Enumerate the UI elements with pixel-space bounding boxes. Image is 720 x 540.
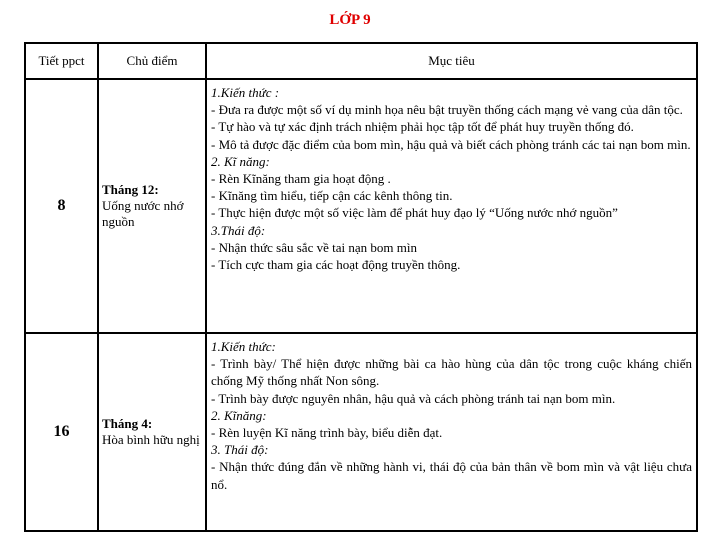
theme-cell (98, 333, 206, 531)
objective-line: - Mô tả được đặc điểm của bom mìn, hậu quả và biết cách phòng tránh các tai nạn bom mìn. (211, 136, 691, 152)
objective-line: - Đưa ra được một số ví dụ minh họa nêu bật truyền thống cách mạng vẻ vang của dân tộc. (211, 102, 683, 118)
page-title: LỚP 9 (329, 12, 371, 28)
objective-line: - Rèn Kĩnăng tham gia hoạt động . (211, 171, 391, 187)
section-heading: 1.Kiến thức : (211, 85, 280, 100)
section-heading: 2. Kĩnăng: (211, 407, 267, 423)
lesson-table (24, 42, 698, 532)
section-heading: 2. Kĩ năng: (211, 153, 270, 169)
period-cell: 8 (25, 79, 98, 333)
objective-line: - Tự hào và tự xác định trách nhiệm phải học tập tốt để phát huy truyền thống đó. (211, 119, 634, 135)
table-row (25, 333, 697, 531)
header-theme: Chủ điểm (98, 43, 206, 79)
objective-line: - Trình bày được nguyên nhân, hậu quả và cách phòng tránh tai nạn bom mìn. (211, 390, 616, 406)
section-heading: 3.Thái độ: (211, 222, 266, 238)
theme-month: Tháng 4: (102, 416, 153, 431)
objective-line: - Nhận thức sâu sắc về tai nạn bom mìn (211, 239, 417, 255)
table-row (25, 79, 697, 333)
objective-line: - Rèn luyện Kĩ năng trình bày, biểu diễn đạt. (211, 425, 443, 441)
theme-month: Tháng 12: (102, 182, 159, 197)
section-heading: 3. Thái độ: (211, 442, 269, 458)
objective-line: - Tích cực tham gia các hoạt động truyền thông. (211, 257, 461, 273)
objective-line: - Kĩnăng tìm hiểu, tiếp cận các kênh thông tin. (211, 188, 453, 204)
objectives-cell (206, 79, 697, 333)
section-heading: 1.Kiến thức: (211, 339, 276, 354)
objective-line: - Trình bày/ Thể hiện được những bài ca hào hùng của dân tộc trong cuộc kháng chiến chống Mỹ thống nhất Non sông. (211, 356, 692, 389)
theme-name: Hòa bình hữu nghị (102, 432, 200, 447)
period-cell: 16 (25, 333, 98, 531)
objective-line: - Thực hiện được một số việc làm để phát huy đạo lý “Uống nước nhớ nguồn” (211, 205, 618, 221)
header-objectives: Mục tiêu (206, 43, 697, 79)
theme-cell (98, 79, 206, 333)
objective-line: - Nhận thức đúng đắn về những hành vi, thái độ của bản thân về bom mìn và vật liệu chưa nổ. (211, 459, 692, 492)
objectives-cell (206, 333, 697, 531)
header-period: Tiết ppct (25, 43, 98, 79)
theme-name: Uống nước nhớ nguồn (102, 198, 184, 229)
